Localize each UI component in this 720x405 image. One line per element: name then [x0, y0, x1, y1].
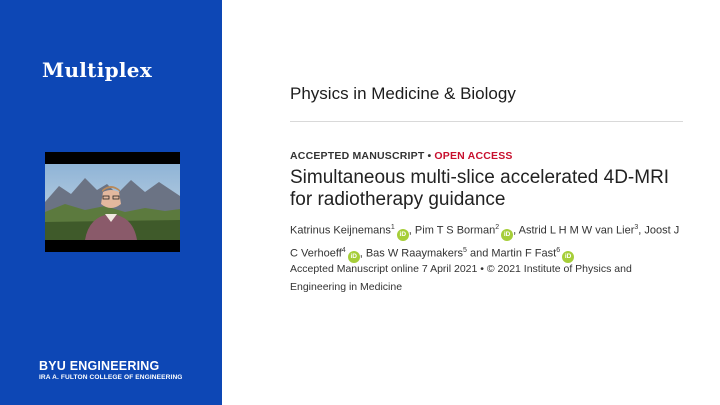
- slide-title: Multiplex: [42, 58, 153, 82]
- accepted-info: Accepted Manuscript online 7 April 2021 • © 2021 Institute of Physics and Engineering in Medicine: [290, 263, 632, 293]
- manuscript-status: [290, 150, 513, 162]
- author-affiliation: 6: [556, 246, 561, 254]
- status-label: ACCEPTED MANUSCRIPT: [290, 150, 425, 162]
- brand-main: [39, 359, 183, 373]
- author-name[interactable]: Katrinus Keijnemans: [290, 224, 391, 237]
- author-affiliation: 4: [341, 246, 346, 254]
- brand-engineering: ENGINEERING: [69, 359, 160, 373]
- speaker-video-frame: [45, 164, 180, 240]
- orcid-icon[interactable]: iD: [562, 251, 574, 263]
- author-name[interactable]: Pim T S Borman: [414, 224, 496, 237]
- byu-engineering-logo: [39, 359, 183, 381]
- journal-title[interactable]: Physics in Medicine & Biology: [290, 84, 516, 103]
- author-name[interactable]: Joost J C Verhoeff: [290, 224, 680, 260]
- speaker-video[interactable]: [45, 152, 180, 252]
- speaker-video-image: [45, 164, 180, 240]
- author-name[interactable]: Bas W Raaymakers: [365, 247, 464, 260]
- orcid-icon[interactable]: iD: [501, 229, 513, 241]
- sidebar-panel: [0, 0, 222, 405]
- paper-title[interactable]: Simultaneous multi-slice accelerated 4D-MRI for radiotherapy guidance: [290, 167, 670, 210]
- author-affiliation: 5: [463, 246, 467, 254]
- author-affiliation: 3: [634, 224, 639, 231]
- author-affiliation: 2: [495, 224, 500, 231]
- orcid-icon[interactable]: iD: [397, 229, 409, 241]
- brand-sub: IRA A. FULTON COLLEGE OF ENGINEERING: [39, 374, 183, 381]
- author-name[interactable]: Martin F Fast: [491, 247, 557, 260]
- status-separator: •: [427, 150, 432, 162]
- open-access-badge: OPEN ACCESS: [434, 150, 513, 162]
- author-affiliation: 1: [390, 224, 395, 231]
- divider: [290, 121, 683, 122]
- author-name[interactable]: Astrid L H M W van Lier: [518, 224, 635, 237]
- orcid-icon[interactable]: iD: [348, 251, 360, 263]
- brand-byu: BYU: [39, 359, 66, 373]
- author-list: Katrinus Keijnemans$^1$iD , Pim T S Borman$^2$iD , Astrid L H M W van Lier$^3$, Joost J C Verhoeff$^4$iD , Bas W Raaymakers$^5$ and Martin F Fast$^6$iD: [290, 218, 690, 263]
